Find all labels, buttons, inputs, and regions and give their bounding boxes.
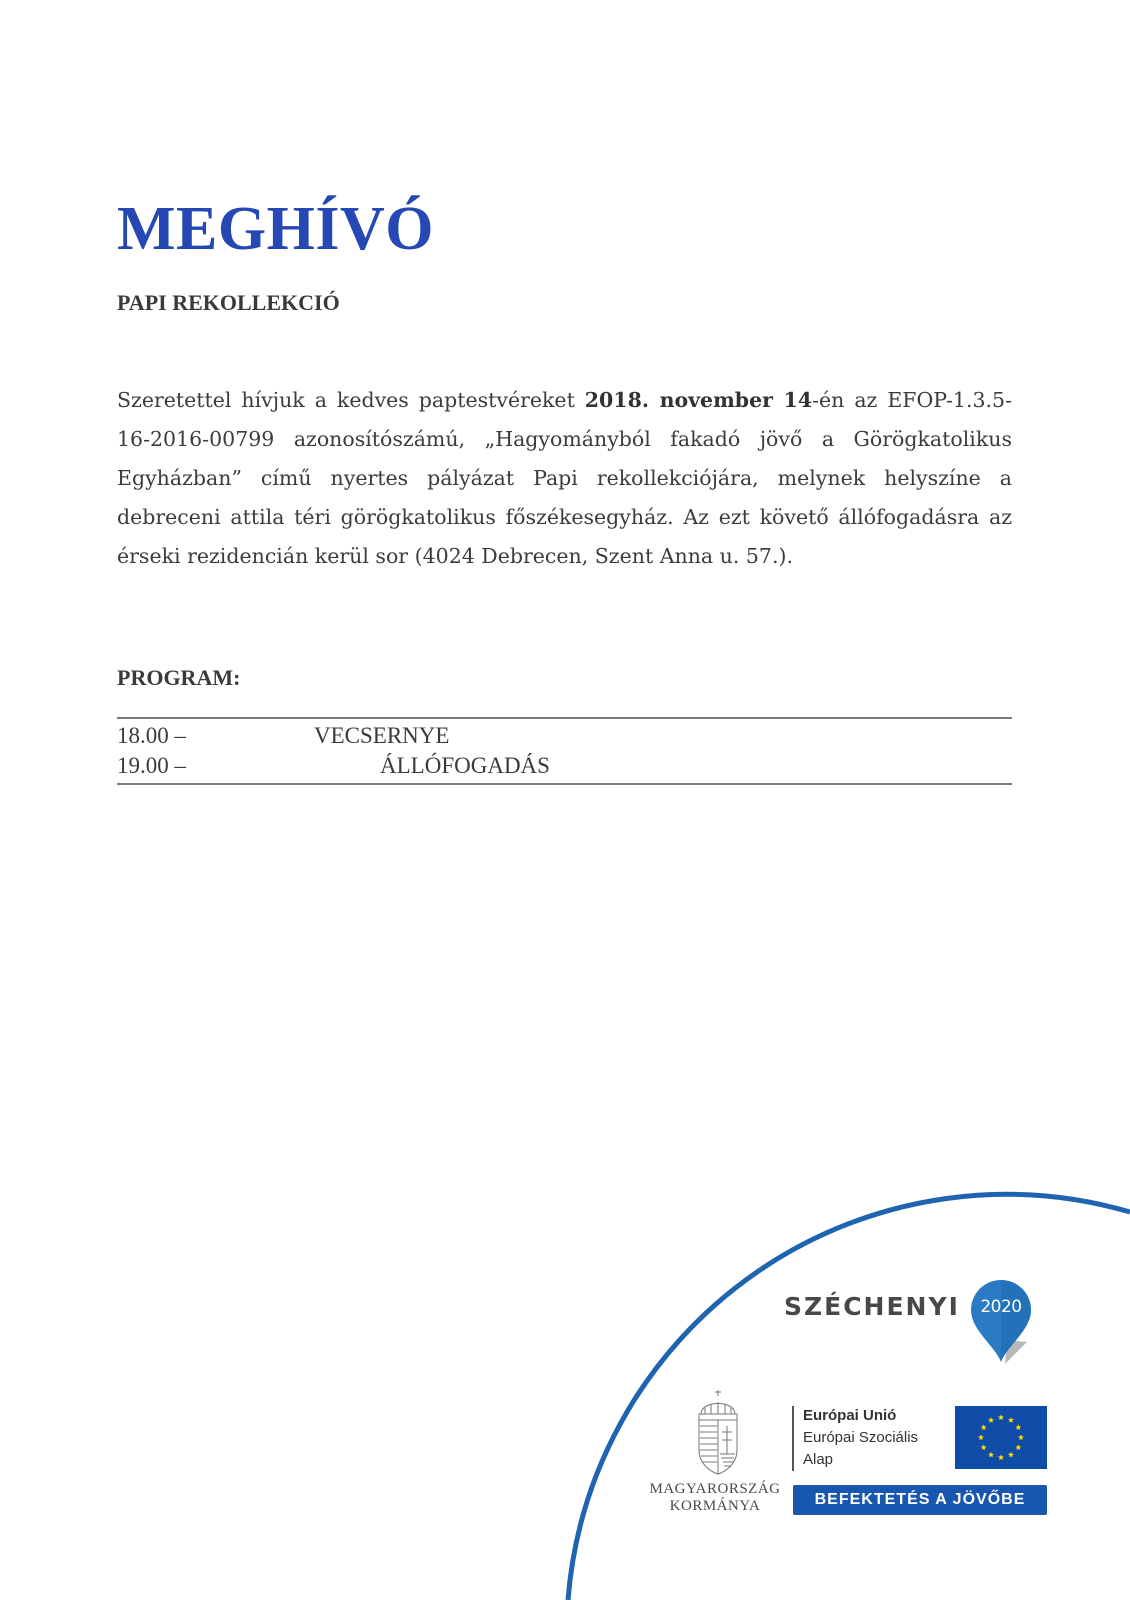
eu-fund-line-2: Alap xyxy=(803,1451,834,1468)
eu-star-icon xyxy=(978,1434,984,1440)
eu-stars xyxy=(955,1406,1047,1469)
government-line-2: KORMÁNYA xyxy=(669,1498,761,1514)
eu-star-icon xyxy=(1018,1434,1024,1440)
program-time: 18.00 – xyxy=(117,723,186,748)
page-subtitle: PAPI REKOLLEKCIÓ xyxy=(117,290,340,315)
program-table xyxy=(117,717,1012,785)
szechenyi-year: 2020 xyxy=(980,1297,1022,1317)
eu-title: Európai Unió xyxy=(803,1407,897,1424)
eu-star-icon xyxy=(998,1454,1004,1460)
government-logo-text xyxy=(645,1481,785,1515)
page-title: MEGHÍVÓ xyxy=(117,195,434,263)
program-event: ÁLLÓFOGADÁS xyxy=(380,753,550,778)
eu-star-icon xyxy=(981,1424,987,1430)
eu-star-icon xyxy=(988,1452,994,1458)
program-time: 19.00 – xyxy=(117,753,186,778)
location-pin-icon xyxy=(965,1278,1035,1368)
program-event: VECSERNYE xyxy=(314,723,450,748)
government-line-1: MAGYARORSZÁG xyxy=(649,1481,781,1497)
eu-logo-text xyxy=(803,1405,918,1471)
invitation-body xyxy=(117,381,1012,576)
program-row xyxy=(117,751,1012,781)
eu-star-icon xyxy=(1015,1444,1021,1450)
body-text-part1: Szeretettel hívjuk a kedves paptestvéreket xyxy=(117,388,585,412)
coat-of-arms-icon xyxy=(693,1388,743,1476)
blue-arc-line xyxy=(568,1194,1130,1600)
eu-divider xyxy=(792,1406,794,1471)
szechenyi-logo-text: SZÉCHENYI xyxy=(784,1292,960,1321)
eu-star-icon xyxy=(1008,1452,1014,1458)
eu-star-icon xyxy=(981,1444,987,1450)
program-heading: PROGRAM: xyxy=(117,665,241,690)
body-text-part2: -én az EFOP-1.3.5-16-2016-00799 azonosítószámú, „Hagyományból fakadó jövő a Görögkatolikus Egyházban” című nyertes pályázat Papi rekollekciójára, melynek helyszíne a debreceni attila téri görögkatolikus főszékesegyház. Az ezt követő állófogadásra az érseki rezidencián kerül sor (4024 Debrecen, Szent Anna u. 57.). xyxy=(117,388,1012,568)
eu-fund-line-1: Európai Szociális xyxy=(803,1429,919,1446)
invest-banner: BEFEKTETÉS A JÖVŐBE xyxy=(793,1485,1047,1515)
eu-star-icon xyxy=(998,1414,1004,1420)
program-row xyxy=(117,721,1012,751)
eu-flag-icon xyxy=(955,1406,1047,1469)
eu-star-icon xyxy=(1015,1424,1021,1430)
event-date: 2018. november 14 xyxy=(584,388,813,412)
eu-star-icon xyxy=(1008,1417,1014,1423)
eu-star-icon xyxy=(988,1417,994,1423)
